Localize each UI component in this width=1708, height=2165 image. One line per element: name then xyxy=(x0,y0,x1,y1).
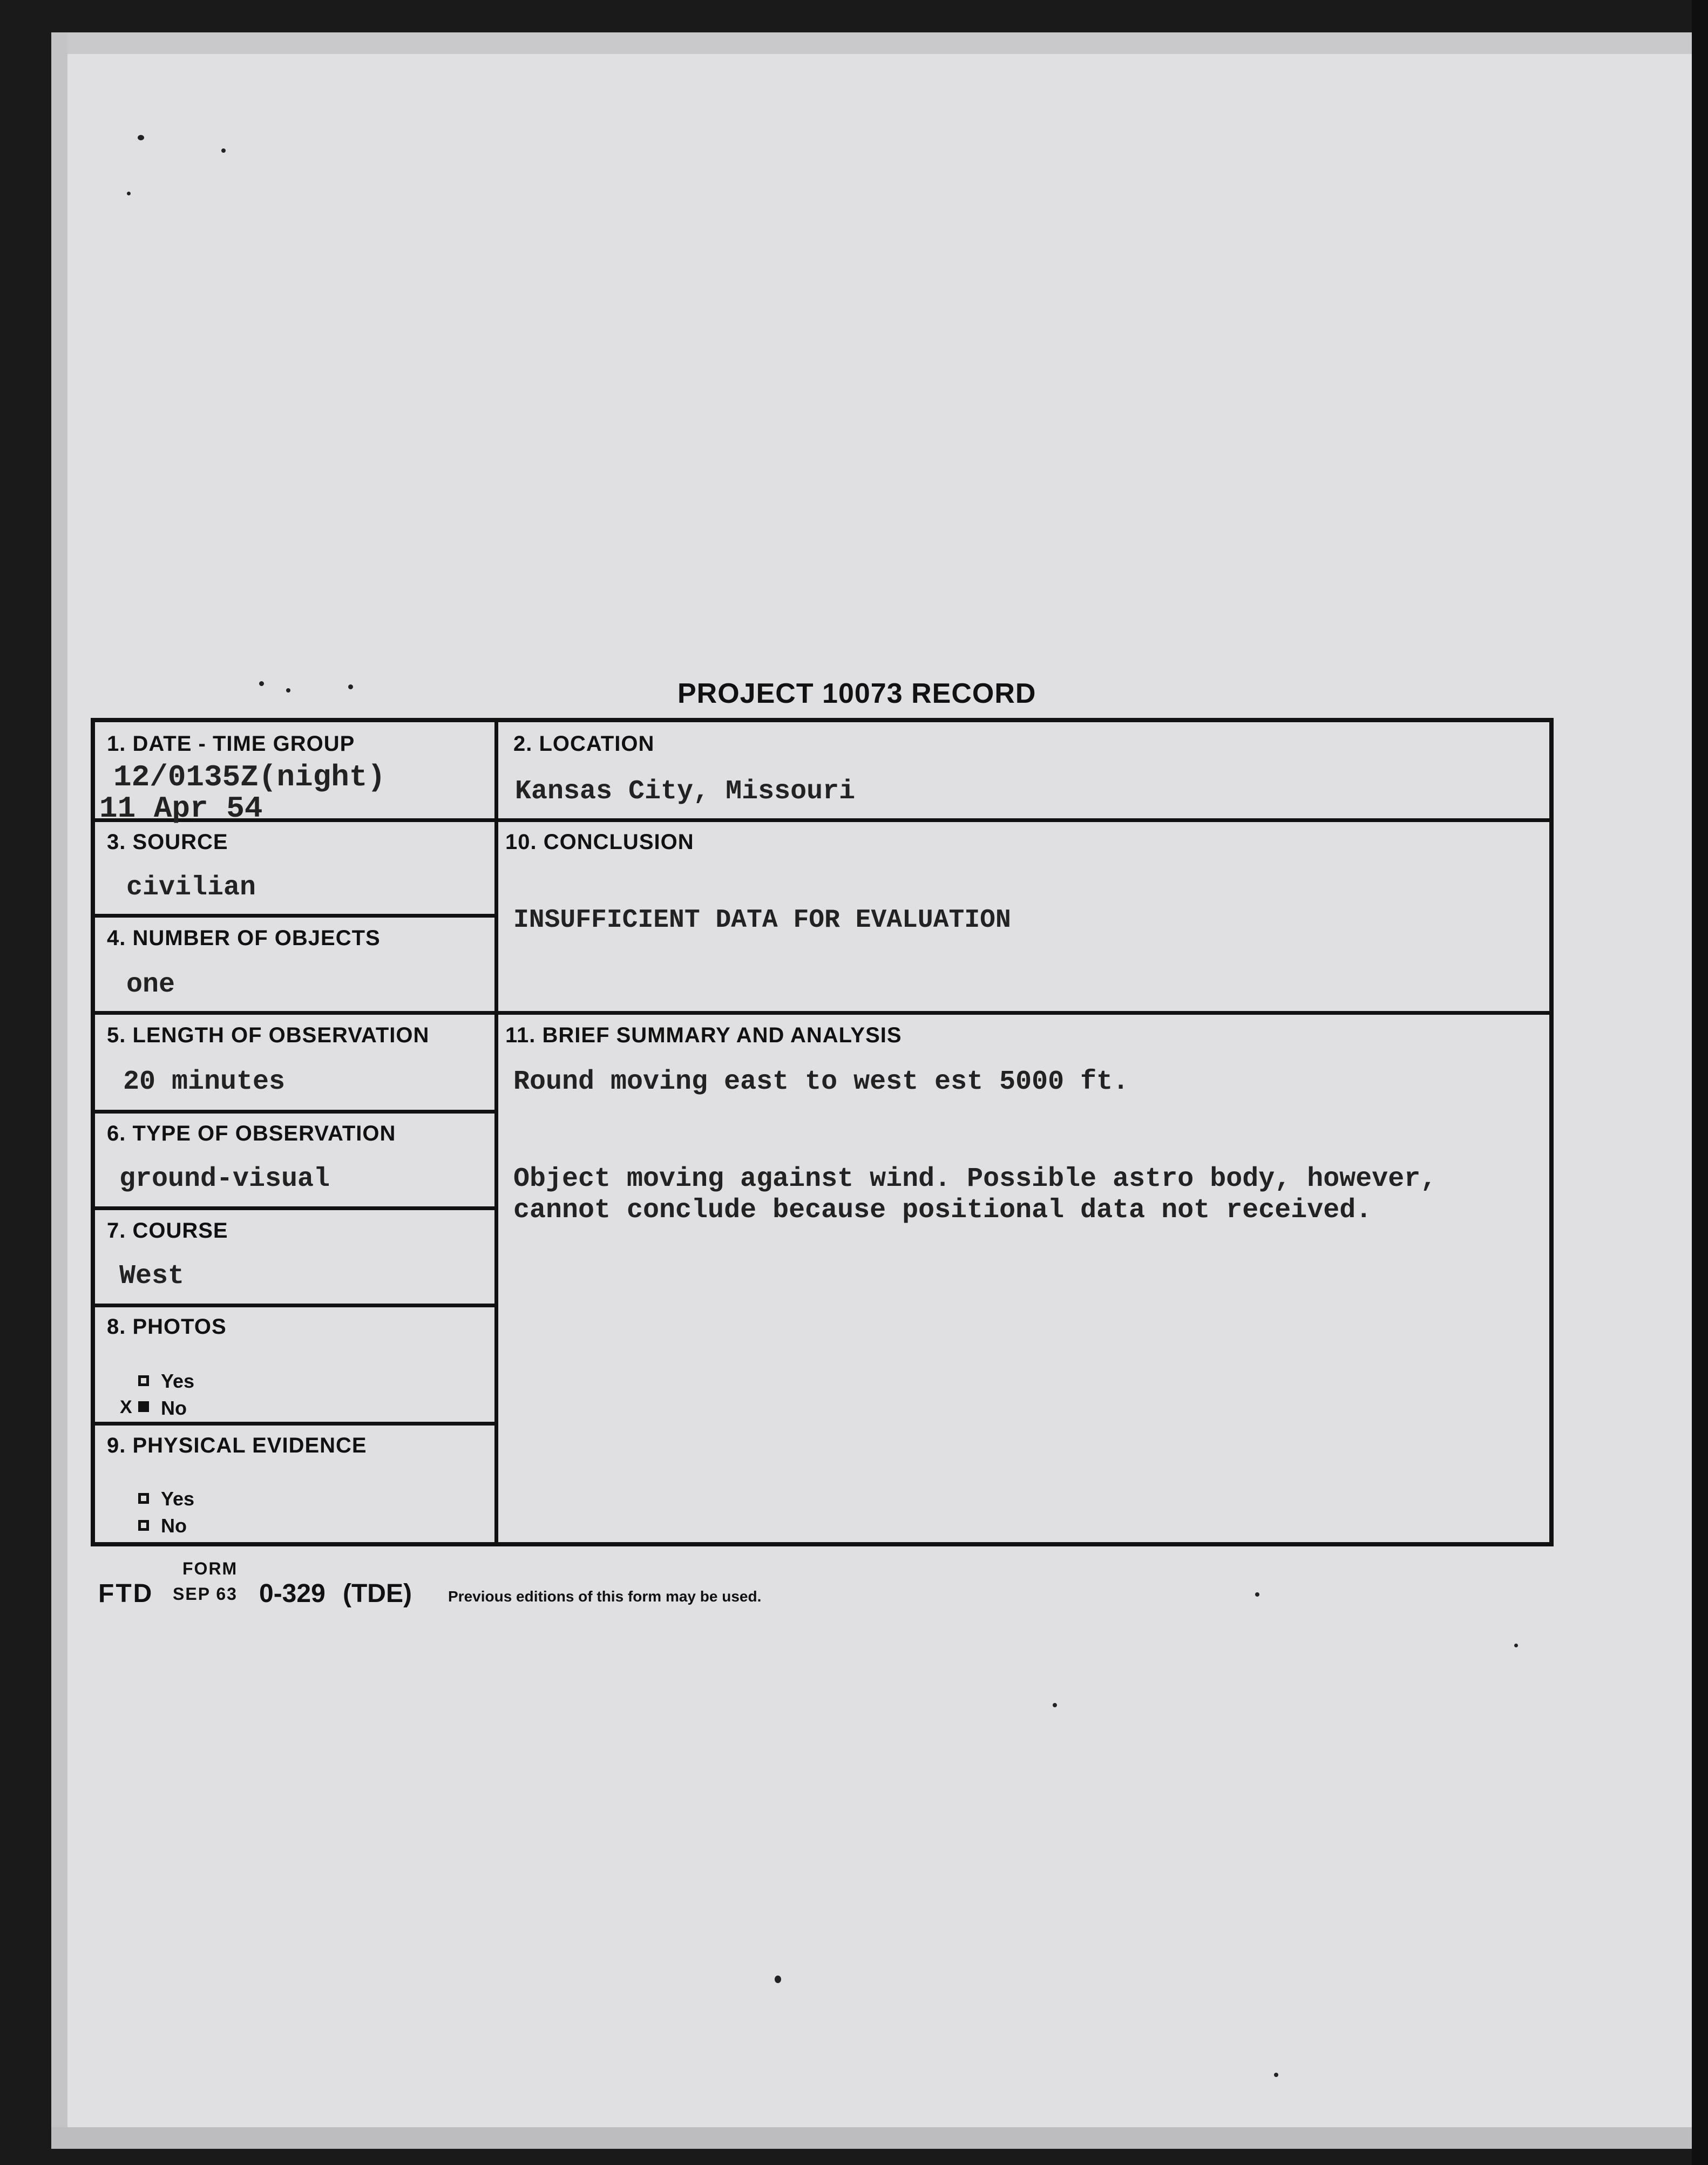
scan-edge-bottom xyxy=(51,2127,1692,2149)
course-label: 7. COURSE xyxy=(107,1219,228,1243)
row-divider xyxy=(95,818,1553,822)
scan-speck xyxy=(286,688,290,693)
column-divider xyxy=(494,722,498,1543)
form-title: PROJECT 10073 RECORD xyxy=(677,678,1036,709)
location-value: Kansas City, Missouri xyxy=(515,776,856,807)
scan-speck xyxy=(1514,1644,1518,1647)
row-divider xyxy=(95,1422,497,1426)
date-value: 11 Apr 54 xyxy=(99,791,263,826)
scan-speck xyxy=(1053,1703,1057,1707)
row-divider xyxy=(95,1206,497,1210)
physical-evidence-yes-label: Yes xyxy=(161,1488,195,1510)
row-divider xyxy=(95,1304,497,1307)
row-divider xyxy=(95,1011,1553,1015)
row-divider xyxy=(95,1110,497,1114)
physical-evidence-no-label: No xyxy=(161,1515,187,1537)
location-label: 2. LOCATION xyxy=(513,732,655,756)
scan-speck xyxy=(1255,1592,1259,1597)
scan-speck xyxy=(775,1976,781,1983)
footer-form-number: 0-329 xyxy=(259,1579,326,1608)
photos-yes-checkbox[interactable] xyxy=(138,1375,149,1386)
photos-yes-label: Yes xyxy=(161,1370,195,1392)
photos-no-checkbox[interactable] xyxy=(138,1401,149,1412)
physical-evidence-no-checkbox[interactable] xyxy=(138,1520,149,1531)
length-of-observation-label: 5. LENGTH OF OBSERVATION xyxy=(107,1023,430,1047)
scan-edge-top xyxy=(51,32,1692,54)
physical-evidence-yes-checkbox[interactable] xyxy=(138,1493,149,1504)
scan-speck xyxy=(138,135,144,140)
scan-edge-left xyxy=(51,32,67,2148)
summary-line-1: Round moving east to west est 5000 ft. xyxy=(513,1067,1129,1097)
footer-note: Previous editions of this form may be used. xyxy=(448,1588,762,1605)
photos-no-mark: X xyxy=(120,1397,132,1417)
summary-line-3: cannot conclude because positional data not received. xyxy=(513,1195,1372,1226)
footer-office: (TDE) xyxy=(343,1579,412,1608)
footer-date: SEP 63 xyxy=(173,1584,238,1604)
course-value: West xyxy=(119,1261,185,1292)
scan-speck xyxy=(1274,2073,1278,2077)
summary-line-2: Object moving against wind. Possible astro body, however, xyxy=(513,1164,1437,1195)
type-of-observation-value: ground-visual xyxy=(119,1164,330,1195)
summary-label: 11. BRIEF SUMMARY AND ANALYSIS xyxy=(505,1023,902,1047)
number-of-objects-label: 4. NUMBER OF OBJECTS xyxy=(107,926,381,950)
scan-speck xyxy=(259,681,264,686)
conclusion-label: 10. CONCLUSION xyxy=(505,830,694,854)
photos-no-label: No xyxy=(161,1397,187,1419)
scan-speck xyxy=(221,148,226,153)
length-of-observation-value: 20 minutes xyxy=(123,1067,286,1097)
source-value: civilian xyxy=(126,872,256,903)
number-of-objects-value: one xyxy=(126,969,175,1000)
type-of-observation-label: 6. TYPE OF OBSERVATION xyxy=(107,1122,396,1145)
conclusion-value: INSUFFICIENT DATA FOR EVALUATION xyxy=(513,906,1011,935)
footer-form-word: FORM xyxy=(182,1559,238,1578)
scan-speck xyxy=(127,192,131,195)
project-record-form xyxy=(91,718,1554,1546)
physical-evidence-label: 9. PHYSICAL EVIDENCE xyxy=(107,1434,367,1457)
source-label: 3. SOURCE xyxy=(107,830,228,854)
scan-edge-right xyxy=(1692,0,1708,2165)
photos-label: 8. PHOTOS xyxy=(107,1315,227,1339)
footer-ftd: FTD xyxy=(98,1579,154,1608)
date-time-group-label: 1. DATE - TIME GROUP xyxy=(107,732,355,756)
scan-speck xyxy=(348,684,353,689)
date-time-group-value: 12/0135Z(night) xyxy=(113,760,386,795)
row-divider xyxy=(95,914,497,918)
